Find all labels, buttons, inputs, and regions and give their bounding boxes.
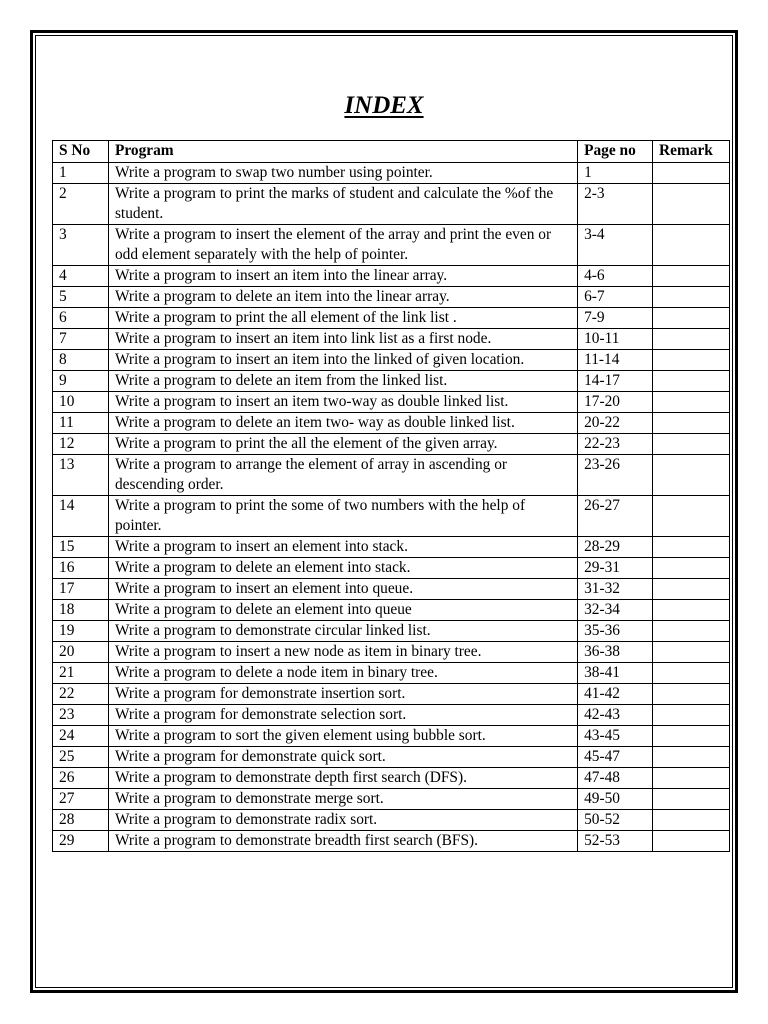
cell-page: 1: [578, 163, 653, 184]
cell-remark: [653, 621, 730, 642]
cell-sno: 7: [53, 329, 109, 350]
cell-page: 22-23: [578, 434, 653, 455]
cell-page: 38-41: [578, 663, 653, 684]
cell-remark: [653, 558, 730, 579]
cell-remark: [653, 705, 730, 726]
cell-sno: 28: [53, 810, 109, 831]
cell-remark: [653, 371, 730, 392]
table-row: [53, 747, 730, 768]
cell-remark: [653, 455, 730, 496]
cell-sno: 12: [53, 434, 109, 455]
table-row: [53, 789, 730, 810]
cell-sno: 20: [53, 642, 109, 663]
cell-page: 43-45: [578, 726, 653, 747]
cell-remark: [653, 329, 730, 350]
table-row: [53, 308, 730, 329]
cell-program: Write a program to insert an item into link list as a first node.: [108, 329, 577, 350]
cell-remark: [653, 600, 730, 621]
cell-program: Write a program to print the all element of the link list .: [108, 308, 577, 329]
cell-page: 20-22: [578, 413, 653, 434]
cell-sno: 23: [53, 705, 109, 726]
table-row: [53, 621, 730, 642]
cell-page: 47-48: [578, 768, 653, 789]
cell-page: 14-17: [578, 371, 653, 392]
cell-remark: [653, 350, 730, 371]
cell-sno: 15: [53, 537, 109, 558]
cell-program: Write a program to insert an item into the linked of given location.: [108, 350, 577, 371]
cell-program: Write a program for demonstrate quick sort.: [108, 747, 577, 768]
cell-program: Write a program to print the all the element of the given array.: [108, 434, 577, 455]
cell-program: Write a program to delete an element into queue: [108, 600, 577, 621]
cell-remark: [653, 434, 730, 455]
table-row: [53, 558, 730, 579]
table-row: [53, 434, 730, 455]
cell-sno: 13: [53, 455, 109, 496]
table-row: [53, 455, 730, 496]
header-remark: Remark: [653, 141, 730, 163]
cell-program: Write a program to insert the element of the array and print the even or odd element separately with the help of pointer.: [108, 225, 577, 266]
cell-program: Write a program to arrange the element of array in ascending or descending order.: [108, 455, 577, 496]
cell-sno: 3: [53, 225, 109, 266]
table-row: [53, 579, 730, 600]
cell-sno: 21: [53, 663, 109, 684]
cell-remark: [653, 184, 730, 225]
table-row: [53, 663, 730, 684]
cell-remark: [653, 789, 730, 810]
table-row: [53, 413, 730, 434]
cell-program: Write a program to insert a new node as item in binary tree.: [108, 642, 577, 663]
table-row: [53, 600, 730, 621]
cell-page: 4-6: [578, 266, 653, 287]
cell-sno: 24: [53, 726, 109, 747]
cell-program: Write a program for demonstrate insertion sort.: [108, 684, 577, 705]
cell-program: Write a program to demonstrate breadth first search (BFS).: [108, 831, 577, 852]
cell-page: 6-7: [578, 287, 653, 308]
cell-remark: [653, 810, 730, 831]
cell-program: Write a program to demonstrate circular linked list.: [108, 621, 577, 642]
cell-page: 36-38: [578, 642, 653, 663]
cell-sno: 17: [53, 579, 109, 600]
cell-program: Write a program to demonstrate depth first search (DFS).: [108, 768, 577, 789]
cell-remark: [653, 747, 730, 768]
table-row: [53, 371, 730, 392]
cell-sno: 5: [53, 287, 109, 308]
cell-sno: 10: [53, 392, 109, 413]
cell-page: 3-4: [578, 225, 653, 266]
cell-page: 23-26: [578, 455, 653, 496]
table-row: [53, 537, 730, 558]
cell-remark: [653, 579, 730, 600]
cell-sno: 27: [53, 789, 109, 810]
table-row: [53, 705, 730, 726]
table-row: [53, 684, 730, 705]
cell-remark: [653, 225, 730, 266]
table-row: [53, 225, 730, 266]
table-row: [53, 329, 730, 350]
cell-remark: [653, 684, 730, 705]
cell-page: 49-50: [578, 789, 653, 810]
cell-remark: [653, 413, 730, 434]
page-title: INDEX: [344, 92, 424, 119]
cell-program: Write a program to print the some of two numbers with the help of pointer.: [108, 496, 577, 537]
cell-sno: 22: [53, 684, 109, 705]
header-page: Page no: [578, 141, 653, 163]
cell-program: Write a program to swap two number using pointer.: [108, 163, 577, 184]
cell-program: Write a program to insert an element into stack.: [108, 537, 577, 558]
cell-page: 11-14: [578, 350, 653, 371]
cell-remark: [653, 537, 730, 558]
table-row: [53, 392, 730, 413]
table-row: [53, 768, 730, 789]
cell-page: 41-42: [578, 684, 653, 705]
cell-sno: 14: [53, 496, 109, 537]
cell-page: 2-3: [578, 184, 653, 225]
cell-page: 35-36: [578, 621, 653, 642]
table-row: [53, 726, 730, 747]
cell-sno: 8: [53, 350, 109, 371]
cell-program: Write a program to delete an item into the linear array.: [108, 287, 577, 308]
cell-page: 17-20: [578, 392, 653, 413]
header-sno: S No: [53, 141, 109, 163]
table-row: [53, 287, 730, 308]
cell-remark: [653, 287, 730, 308]
cell-remark: [653, 266, 730, 287]
cell-program: Write a program to delete a node item in binary tree.: [108, 663, 577, 684]
cell-page: 10-11: [578, 329, 653, 350]
cell-remark: [653, 726, 730, 747]
header-program: Program: [108, 141, 577, 163]
table-row: [53, 831, 730, 852]
cell-page: 29-31: [578, 558, 653, 579]
cell-sno: 1: [53, 163, 109, 184]
cell-remark: [653, 831, 730, 852]
table-row: [53, 496, 730, 537]
cell-page: 50-52: [578, 810, 653, 831]
table-row: [53, 642, 730, 663]
cell-program: Write a program to insert an item two-way as double linked list.: [108, 392, 577, 413]
table-row: [53, 350, 730, 371]
table-row: [53, 184, 730, 225]
cell-remark: [653, 768, 730, 789]
cell-program: Write a program to delete an element into stack.: [108, 558, 577, 579]
cell-remark: [653, 308, 730, 329]
cell-program: Write a program for demonstrate selection sort.: [108, 705, 577, 726]
cell-remark: [653, 163, 730, 184]
cell-sno: 4: [53, 266, 109, 287]
cell-program: Write a program to delete an item two- way as double linked list.: [108, 413, 577, 434]
cell-sno: 2: [53, 184, 109, 225]
table-row: [53, 266, 730, 287]
table-body: [53, 163, 730, 852]
table-row: [53, 163, 730, 184]
cell-page: 32-34: [578, 600, 653, 621]
cell-sno: 26: [53, 768, 109, 789]
cell-sno: 9: [53, 371, 109, 392]
cell-program: Write a program to sort the given element using bubble sort.: [108, 726, 577, 747]
cell-page: 42-43: [578, 705, 653, 726]
cell-page: 26-27: [578, 496, 653, 537]
cell-remark: [653, 642, 730, 663]
index-table: [52, 140, 730, 852]
cell-remark: [653, 496, 730, 537]
table-row: [53, 810, 730, 831]
cell-program: Write a program to insert an item into the linear array.: [108, 266, 577, 287]
cell-sno: 16: [53, 558, 109, 579]
cell-page: 28-29: [578, 537, 653, 558]
cell-program: Write a program to insert an element into queue.: [108, 579, 577, 600]
cell-remark: [653, 663, 730, 684]
cell-page: 7-9: [578, 308, 653, 329]
cell-sno: 19: [53, 621, 109, 642]
cell-sno: 11: [53, 413, 109, 434]
cell-remark: [653, 392, 730, 413]
cell-page: 45-47: [578, 747, 653, 768]
cell-sno: 25: [53, 747, 109, 768]
cell-program: Write a program to print the marks of student and calculate the %of the student.: [108, 184, 577, 225]
cell-page: 52-53: [578, 831, 653, 852]
cell-program: Write a program to delete an item from the linked list.: [108, 371, 577, 392]
cell-page: 31-32: [578, 579, 653, 600]
cell-program: Write a program to demonstrate radix sort.: [108, 810, 577, 831]
cell-sno: 6: [53, 308, 109, 329]
cell-sno: 18: [53, 600, 109, 621]
cell-sno: 29: [53, 831, 109, 852]
table-header-row: [53, 141, 730, 163]
cell-program: Write a program to demonstrate merge sort.: [108, 789, 577, 810]
